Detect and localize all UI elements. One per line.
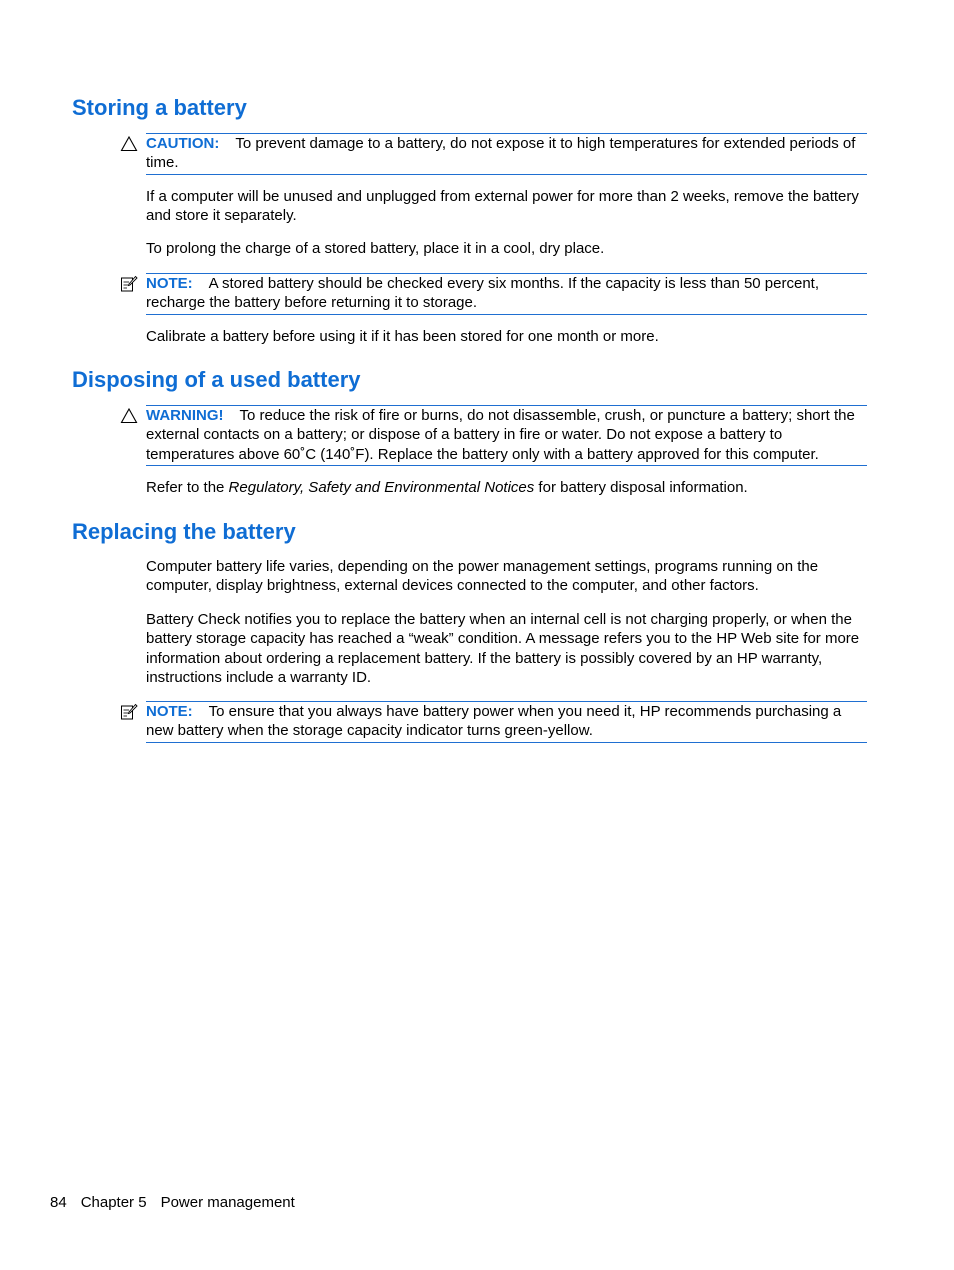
paragraph-refer-notices [146,478,868,497]
paragraph-prolong-charge: To prolong the charge of a stored battery, place it in a cool, dry place. [146,240,605,257]
warning-triangle-icon [120,407,138,425]
caution-text: To prevent damage to a battery, do not expose it to high temperatures for extended periods of time. [146,135,856,172]
heading-replacing-the-battery: Replacing the battery [72,519,296,544]
caution-triangle-icon [120,135,138,153]
chapter-title: Power management [160,1194,295,1211]
warning-text: To reduce the risk of fire or burns, do not disassemble, crush, or puncture a battery; short the external contacts on a battery; or dispose of a battery in fire or water. Do not expose a battery to temperatures above 60˚C (140˚F). Replace the battery only with a battery approved for this computer. [146,407,855,463]
warning-notice [146,405,867,466]
heading-disposing-of-a-used-battery: Disposing of a used battery [72,367,361,392]
paragraph-battery-life: Computer battery life varies, depending on the power management settings, programs running on the computer, display brightness, external devices connected to the computer, and other factors. [146,558,819,595]
chapter-number: Chapter 5 [80,1194,147,1211]
heading-storing-a-battery: Storing a battery [72,95,247,120]
paragraph-unused-computer: If a computer will be unused and unplugged from external power for more than 2 weeks, remove the battery and store it separately. [146,188,859,225]
note-text: A stored battery should be checked every six months. If the capacity is less than 50 percent, recharge the battery before returning it to storage. [146,275,819,312]
caution-label: CAUTION: [146,135,220,152]
note-pencil-icon [120,703,138,721]
note-label: NOTE: [146,275,193,292]
refer-text-post: for battery disposal information. [534,479,748,496]
regulatory-notices-title: Regulatory, Safety and Environmental Notices [228,479,535,496]
page-number: 84 [50,1194,67,1211]
paragraph-calibrate: Calibrate a battery before using it if it has been stored for one month or more. [146,328,659,345]
page-footer [50,1193,309,1212]
note-pencil-icon [120,275,138,293]
refer-text-pre: Refer to the [146,479,229,496]
caution-notice [146,133,867,175]
note-label: NOTE: [146,703,193,720]
warning-label: WARNING! [146,407,224,424]
paragraph-battery-check: Battery Check notifies you to replace the battery when an internal cell is not charging properly, or when the battery storage capacity has reached a “weak” condition. A message refers you to the HP Web site for more information about ordering a replacement battery. If the battery is possibly covered by an HP warranty, instructions include a warranty ID. [146,611,860,686]
note-notice-storage [146,273,867,315]
note-notice-replacement [146,701,867,743]
note-text: To ensure that you always have battery power when you need it, HP recommends purchasing a new battery when the storage capacity indicator turns green-yellow. [146,703,842,740]
